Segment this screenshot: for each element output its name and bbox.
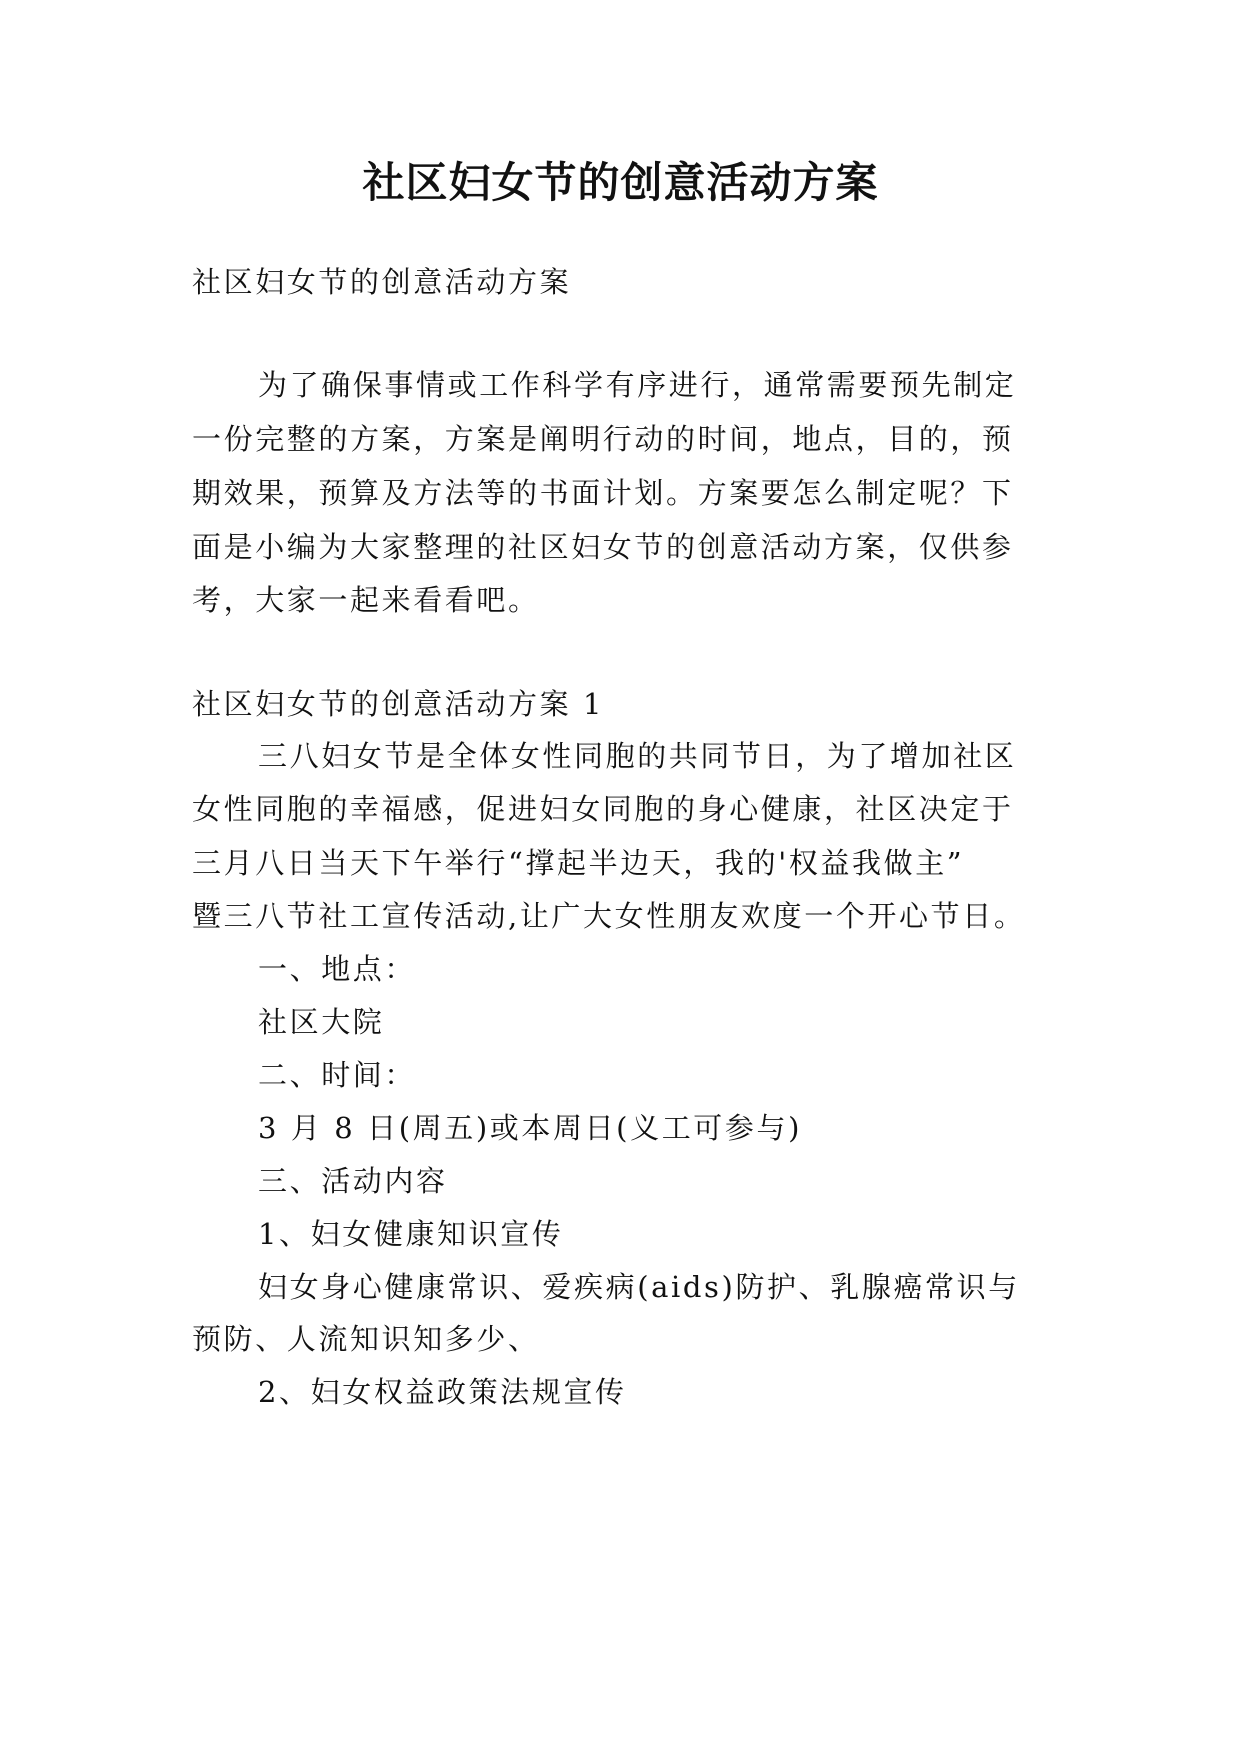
intro-line: 期效果，预算及方法等的书面计划。方案要怎么制定呢？下 xyxy=(192,476,1014,510)
intro-line: 为了确保事情或工作科学有序进行，通常需要预先制定 xyxy=(258,368,1017,402)
section-line: 暨三八节社工宣传活动,让广大女性朋友欢度一个开心节日。 xyxy=(192,899,1026,933)
document-title: 社区妇女节的创意活动方案 xyxy=(362,158,879,207)
content-item: 1、妇女健康知识宣传 xyxy=(258,1217,564,1251)
time-value: 3 月 8 日(周五)或本周日(义工可参与) xyxy=(258,1111,803,1145)
location-value: 社区大院 xyxy=(258,1005,385,1039)
location-heading: 一、地点： xyxy=(258,952,417,986)
section-line: 女性同胞的幸福感，促进妇女同胞的身心健康，社区决定于 xyxy=(192,792,1014,826)
intro-line: 一份完整的方案，方案是阐明行动的时间，地点，目的，预 xyxy=(192,422,1014,456)
content-item: 2、妇女权益政策法规宣传 xyxy=(258,1375,627,1409)
content-heading: 三、活动内容 xyxy=(258,1164,448,1198)
subtitle: 社区妇女节的创意活动方案 xyxy=(192,265,572,299)
section-line: 三月八日当天下午举行“撑起半边天，我的'权益我做主” xyxy=(192,846,965,880)
intro-line: 考，大家一起来看看吧。 xyxy=(192,583,540,617)
intro-line: 面是小编为大家整理的社区妇女节的创意活动方案，仅供参 xyxy=(192,530,1014,564)
section-line: 三八妇女节是全体女性同胞的共同节日，为了增加社区 xyxy=(258,739,1017,773)
time-heading: 二、时间： xyxy=(258,1058,417,1092)
content-text: 预防、人流知识知多少、 xyxy=(192,1322,540,1356)
content-text: 妇女身心健康常识、爱疾病(aids)防护、乳腺癌常识与 xyxy=(258,1270,1020,1304)
section-heading: 社区妇女节的创意活动方案 1 xyxy=(192,687,605,721)
